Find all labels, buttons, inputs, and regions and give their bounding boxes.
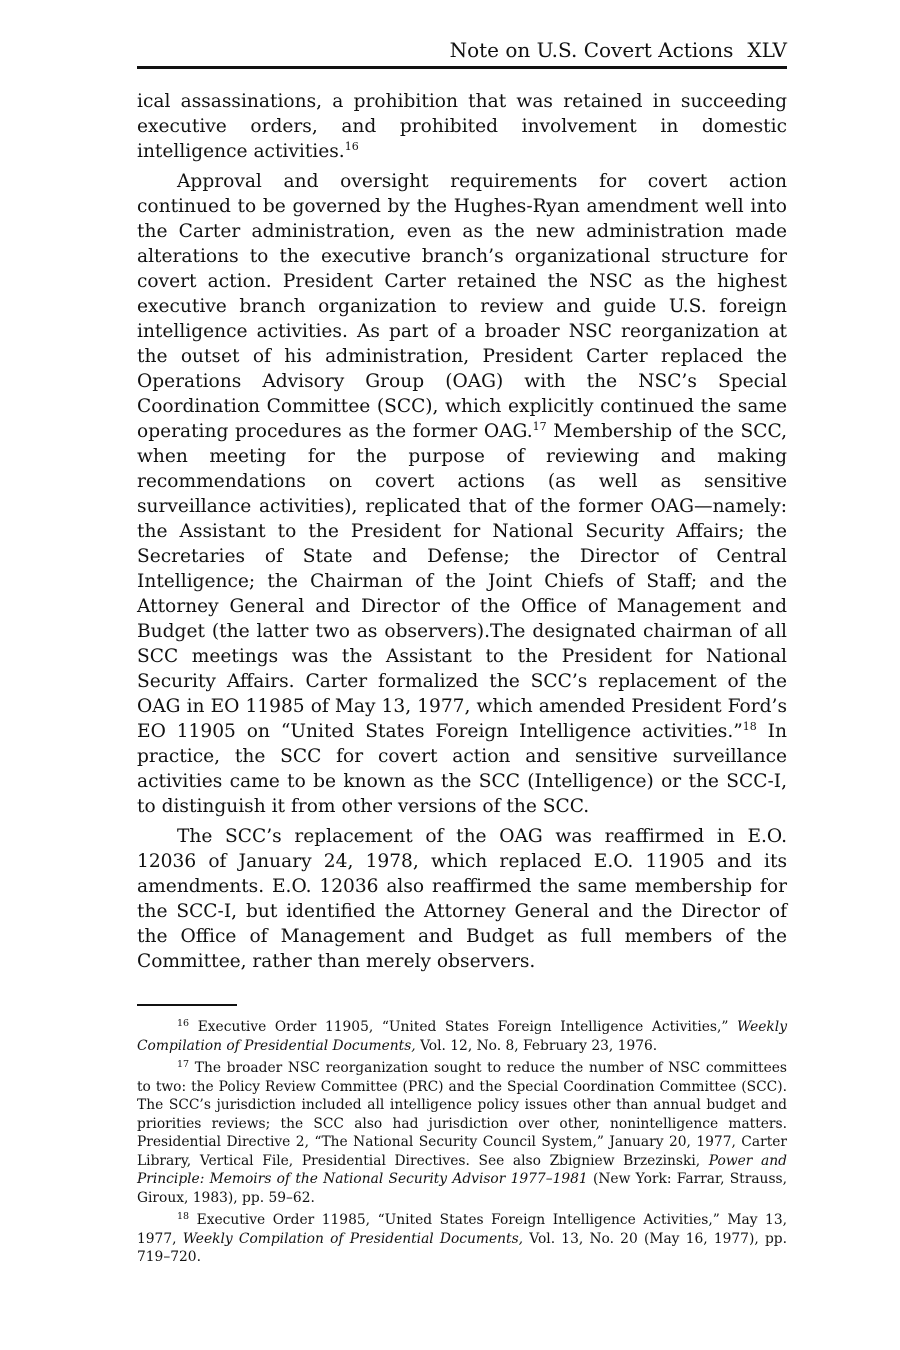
footnote-18 <box>137 1211 787 1267</box>
paragraph-1-text: ical assassinations, a prohibition that was retained in succeeding executive orders, and prohibited involvement in domestic intelligence activities. <box>137 91 787 162</box>
paragraph-1 <box>137 89 787 164</box>
footnote-text: Executive Order 11985, “United States Foreign Intelligence Activities,” May 13, 1977, <box>137 1212 787 1247</box>
footnote-number: 16 <box>177 1018 190 1029</box>
footnote-text: (New York: Farrar, Strauss, Giroux, 1983), pp. 59–62. <box>137 1171 787 1206</box>
running-head <box>137 36 787 69</box>
running-head-title: Note on U.S. Covert Actions <box>449 38 734 62</box>
footnote-divider <box>137 1004 237 1006</box>
footnote-ref-18: 18 <box>742 720 757 733</box>
footnote-title: Weekly Compilation of Presidential Documents, <box>182 1230 524 1247</box>
footnote-ref-17: 17 <box>532 420 547 433</box>
footnote-number: 17 <box>177 1059 190 1070</box>
paragraph-2-text-c: In practice, the SCC for covert action and sensitive surveillance activities came to be known as the SCC (Intelligence) or the SCC-I, to distinguish it from other versions of the SCC. <box>137 721 787 817</box>
footnote-text: Executive Order 11905, “United States Foreign Intelligence Activities,” <box>189 1019 738 1035</box>
paragraph-2-text-a: Approval and oversight requirements for covert action continued to be governed by the Hughes-Ryan amendment well into the Carter administration, even as the new administration made alterations to the executive branch’s organizational structure for covert action. President Carter retained the NSC as the highest executive branch organization to review and guide U.S. foreign intelligence activities. As part of a broader NSC reorganization at the outset of his administration, President Carter replaced the Operations Advisory Group (OAG) with the NSC’s Special Coordination Committee (SCC), which explicitly continued the same operating procedures as the former OAG. <box>137 171 787 442</box>
footnote-ref-16: 16 <box>344 140 359 153</box>
footnote-number: 18 <box>177 1211 190 1222</box>
footnotes <box>137 1018 787 1267</box>
footnote-text: Vol. 12, No. 8, February 23, 1976. <box>415 1037 658 1054</box>
paragraph-3-text: The SCC’s replacement of the OAG was reaffirmed in E.O. 12036 of January 24, 1978, which replaced E.O. 11905 and its amendments. E.O. 12036 also reaffirmed the same membership for the SCC-I, but identified the Attorney General and the Director of the Office of Management and Budget as full members of the Committee, rather than merely observers. <box>137 826 787 972</box>
footnote-title: Power and Principle: Memoirs of the National Security Advisor 1977–1981 <box>137 1152 787 1187</box>
footnote-title: Weekly Compilation of Presidential Documents, <box>137 1019 787 1054</box>
footnote-text: Vol. 13, No. 20 (May 16, 1977), pp. 719–720. <box>137 1230 787 1265</box>
document-page <box>137 36 787 1267</box>
paragraph-3 <box>137 824 787 974</box>
page-number: XLV <box>747 38 787 62</box>
footnote-16 <box>137 1018 787 1055</box>
body-text <box>137 89 787 974</box>
footnote-17 <box>137 1059 787 1207</box>
paragraph-2-text-b: Membership of the SCC, when meeting for the purpose of reviewing and making recommendations on covert actions (as well as sensitive surveillance activities), replicated that of the former OAG—namely: the Assistant to the President for National Security Affairs; the Secretaries of State and Defense; the Director of Central Intelligence; the Chairman of the Joint Chiefs of Staff; and the Attorney General and Director of the Office of Management and Budget (the latter two as observers).The designated chairman of all SCC meetings was the Assistant to the President for National Security Affairs. Carter formalized the SCC’s replacement of the OAG in EO 11985 of May 13, 1977, which amended President Ford’s EO 11905 on “United States Foreign Intelligence activities.” <box>137 421 787 742</box>
footnote-text: The broader NSC reorganization sought to reduce the number of NSC committees to two: the Policy Review Committee (PRC) and the Special Coordination Committee (SCC). The SCC’s jurisdiction included all intelligence policy issues other than annual budget and priorities reviews; the SCC also had jurisdiction over other, nonintelligence matters. Presidential Directive 2, “The National Security Council System,” January 20, 1977, Carter Library, Vertical File, Presidential Directives. See also Zbigniew Brzezinski, <box>137 1060 787 1169</box>
paragraph-2 <box>137 169 787 819</box>
